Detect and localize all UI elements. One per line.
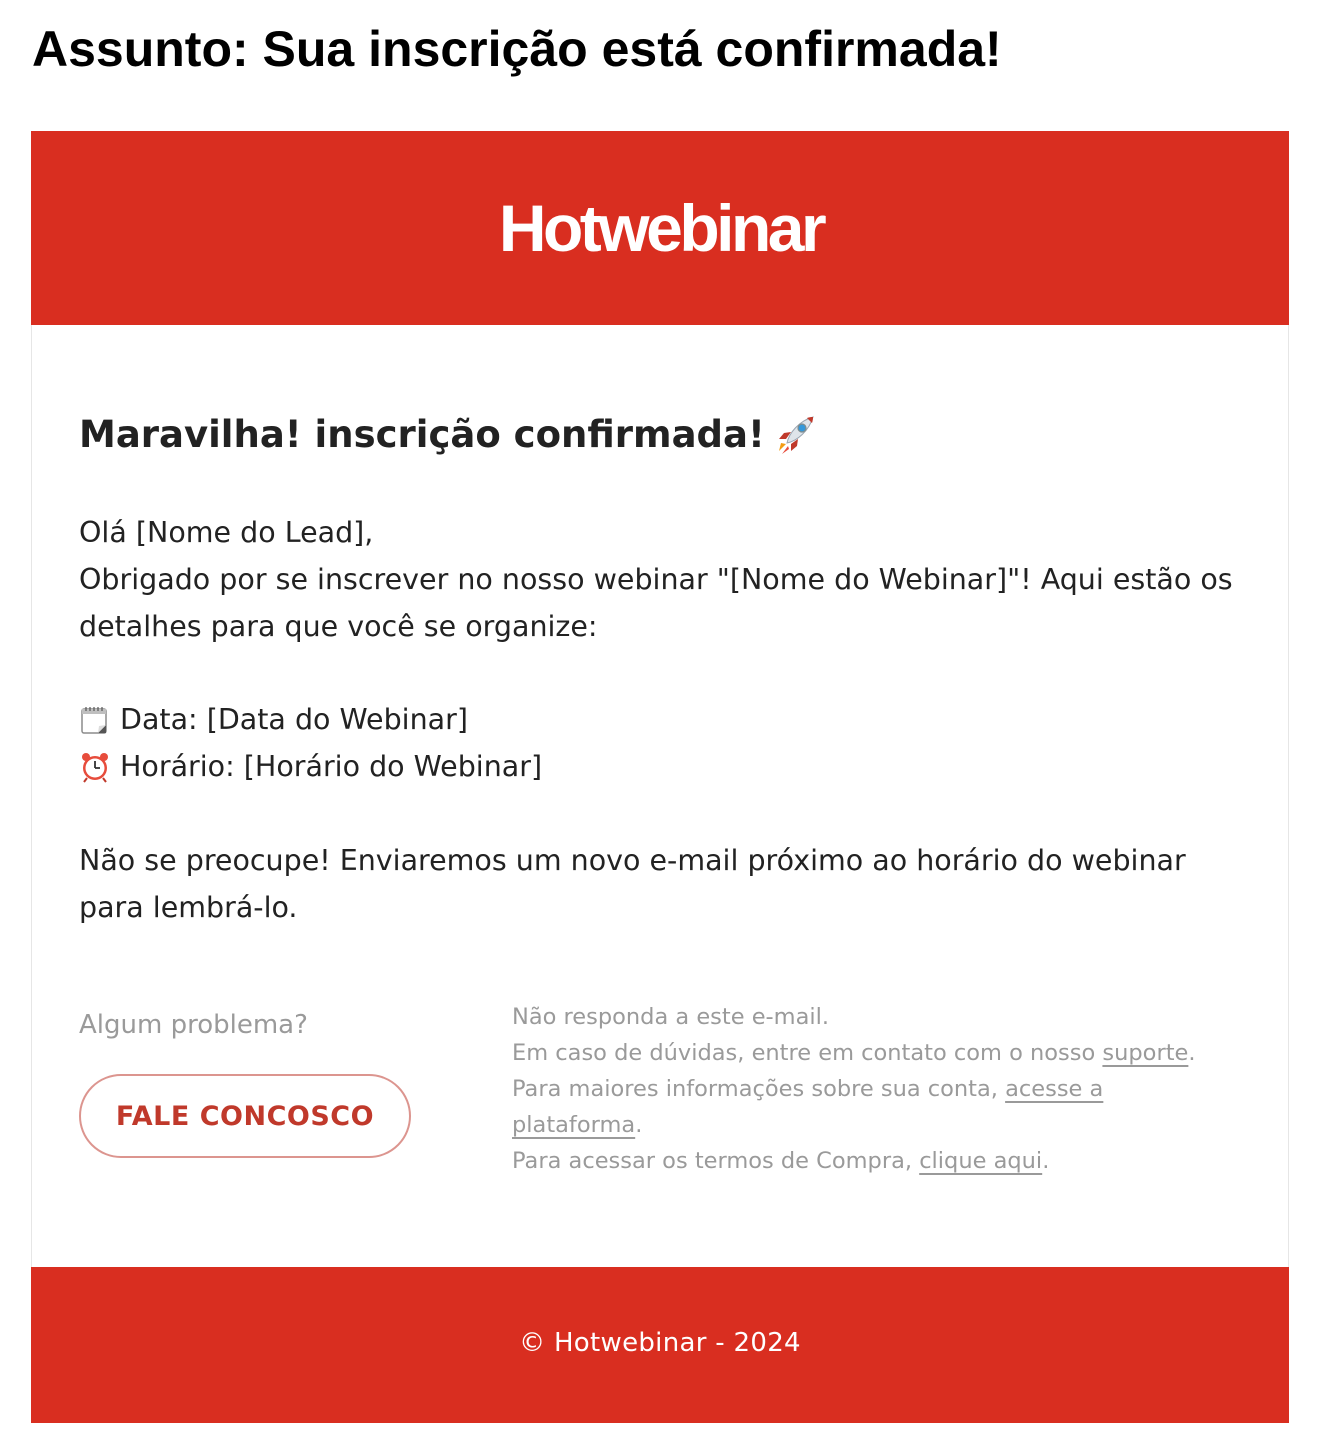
doubts-suffix: .	[1188, 1040, 1196, 1066]
problem-question: Algum problema?	[79, 1010, 308, 1040]
calendar-icon	[79, 704, 111, 736]
support-notes	[512, 999, 1232, 1179]
detail-time	[79, 743, 1249, 790]
email-header	[31, 131, 1289, 325]
email-container	[31, 131, 1289, 1423]
terms-link[interactable]: clique aqui	[919, 1148, 1043, 1174]
email-footer	[31, 1267, 1289, 1423]
no-reply-note: Não responda a este e-mail.	[512, 1004, 830, 1030]
account-prefix: Para maiores informações sobre sua conta,	[512, 1076, 1006, 1102]
copyright-text: © Hotwebinar - 2024	[519, 1328, 801, 1358]
detail-date	[79, 696, 1249, 743]
email-body	[79, 407, 1249, 931]
rocket-icon	[773, 413, 817, 457]
headline-text: Maravilha! inscrição confirmada!	[79, 413, 765, 456]
doubts-prefix: Em caso de dúvidas, entre em contato com o nosso	[512, 1040, 1103, 1066]
email-subject: Assunto: Sua inscrição está confirmada!	[32, 21, 1002, 77]
support-link[interactable]: suporte	[1102, 1040, 1189, 1066]
webinar-details	[79, 696, 1249, 790]
closing-text: Não se preocupe! Enviaremos um novo e-mail próximo ao horário do webinar para lembrá-lo.	[79, 844, 1186, 924]
contact-us-button[interactable]: FALE CONCOSCO	[79, 1074, 411, 1158]
intro-text: Obrigado por se inscrever no nosso webinar "[Nome do Webinar]"! Aqui estão os detalhes para que você se organize:	[79, 563, 1233, 643]
account-note	[512, 1071, 1232, 1143]
terms-note	[512, 1143, 1232, 1179]
terms-suffix: .	[1042, 1148, 1050, 1174]
hotwebinar-logo: Hotwebinar	[498, 191, 824, 265]
detail-time-text: Horário: [Horário do Webinar]	[120, 750, 543, 783]
platform-link[interactable]: acesse a plataforma	[512, 1076, 1104, 1138]
account-suffix: .	[635, 1112, 643, 1138]
terms-prefix: Para acessar os termos de Compra,	[512, 1148, 920, 1174]
detail-date-text: Data: [Data do Webinar]	[120, 703, 468, 736]
alarm-clock-icon	[79, 751, 111, 783]
confirmation-headline	[79, 407, 1249, 463]
greeting-text: Olá [Nome do Lead],	[79, 516, 374, 549]
doubts-note	[512, 1035, 1232, 1071]
